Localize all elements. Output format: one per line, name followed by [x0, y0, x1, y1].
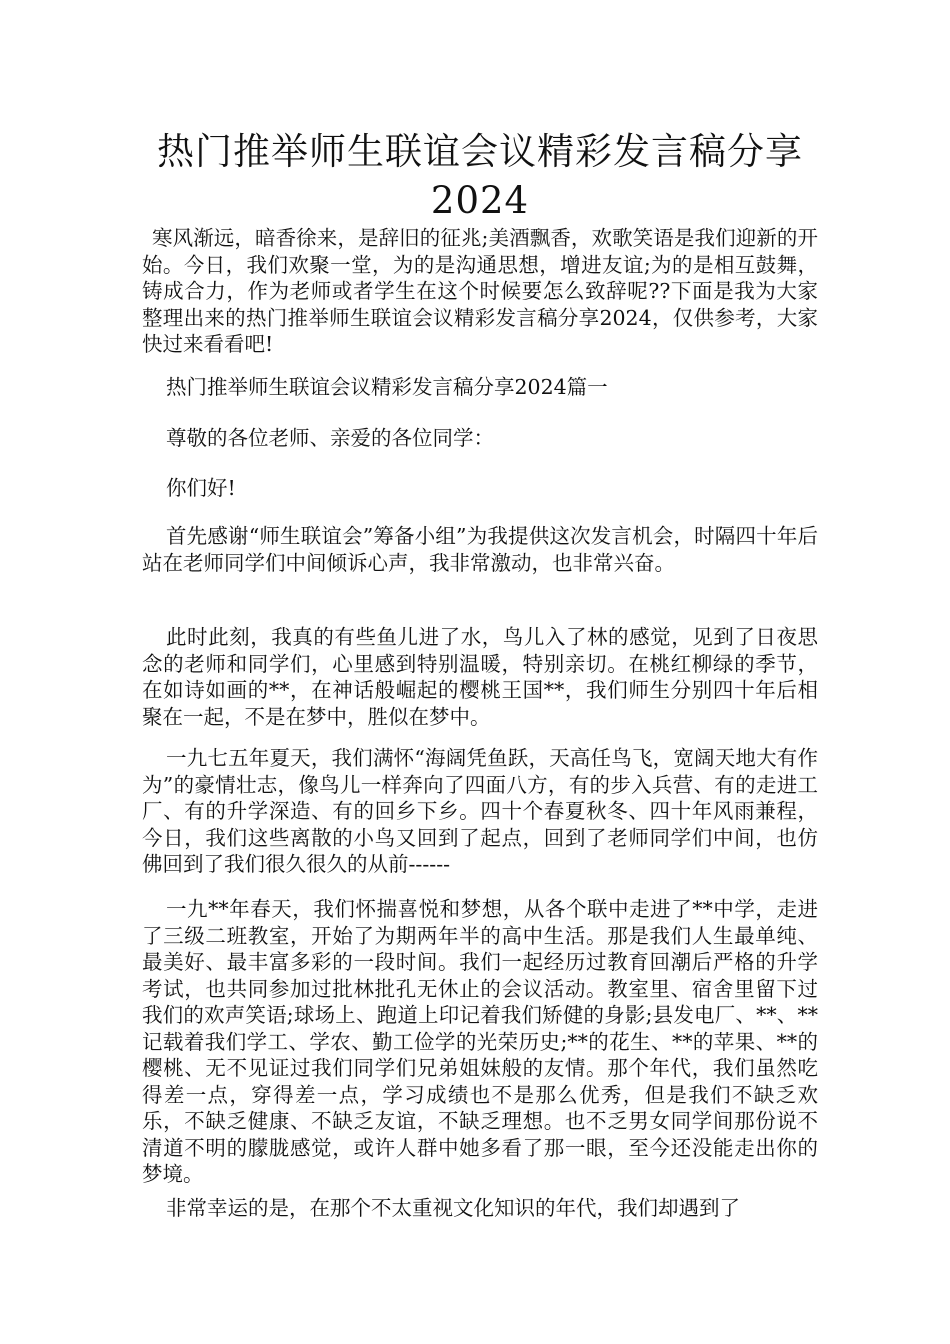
body-paragraph: 此时此刻，我真的有些鱼儿进了水，鸟儿入了林的感觉，见到了日夜思念的老师和同学们，心里感到特别温暖，特别亲切。在桃红柳绿的季节，在如诗如画的**，在神话般崛起的樱桃王国**，我们师生分别四十年后相聚在一起，不是在梦中，胜似在梦中。 [142, 625, 818, 729]
body-paragraph: 首先感谢“师生联谊会”筹备小组”为我提供这次发言机会，时隔四十年后站在老师同学们中间倾诉心声，我非常激动，也非常兴奋。 [142, 524, 818, 575]
body-paragraph: 非常幸运的是，在那个不太重视文化知识的年代，我们却遇到了 [166, 1196, 740, 1220]
intro-paragraph: 寒风渐远，暗香徐来，是辞旧的征兆;美酒飘香，欢歌笑语是我们迎新的开始。今日，我们欢聚一堂，为的是沟通思想，增进友谊;为的是相互鼓舞，铸成合力，作为老师或者学生在这个时候要怎么致辞呢??下面是我为大家整理出来的热门推举师生联谊会议精彩发言稿分享2024，仅供参考，大家快过来看看吧! [142, 226, 818, 356]
document-title-line-2: 2024 [430, 179, 530, 222]
section-heading: 热门推举师生联谊会议精彩发言稿分享2024篇一 [166, 375, 608, 399]
body-paragraph: 一九**年春天，我们怀揣喜悦和梦想，从各个联中走进了**中学，走进了三级二班教室，开始了为期两年半的高中生活。那是我们人生最单纯、最美好、最丰富多彩的一段时间。我们一起经历过教育回潮后严格的升学考试，也共同参加过批林批孔无休止的会议活动。教室里、宿舍里留下过我们的欢声笑语;球场上、跑道上印记着我们矫健的身影;县发电厂、**、**记载着我们学工、学农、勤工俭学的光荣历史;**的花生、**的苹果、**的樱桃、无不见证过我们同学们兄弟姐妹般的友情。那个年代，我们虽然吃得差一点，穿得差一点，学习成绩也不是那么优秀，但是我们不缺乏欢乐，不缺乏健康、不缺乏友谊，不缺乏理想。也不乏男女同学间那份说不清道不明的朦胧感觉，或许人群中她多看了那一眼，至今还没能走出你的梦境。 [142, 897, 818, 1186]
document-title-line-1: 热门推举师生联谊会议精彩发言稿分享 [157, 130, 803, 173]
salutation: 尊敬的各位老师、亲爱的各位同学： [166, 426, 494, 450]
body-paragraph: 一九七五年夏天，我们满怀“海阔凭鱼跃，天高任鸟飞，宽阔天地大有作为”的豪情壮志，像鸟儿一样奔向了四面八方，有的步入兵营、有的走进工厂、有的升学深造、有的回乡下乡。四十个春夏秋冬、四十年风雨兼程，今日，我们这些离散的小鸟又回到了起点，回到了老师同学们中间，也仿佛回到了我们很久很久的从前------ [142, 746, 818, 876]
greeting: 你们好! [166, 476, 236, 500]
